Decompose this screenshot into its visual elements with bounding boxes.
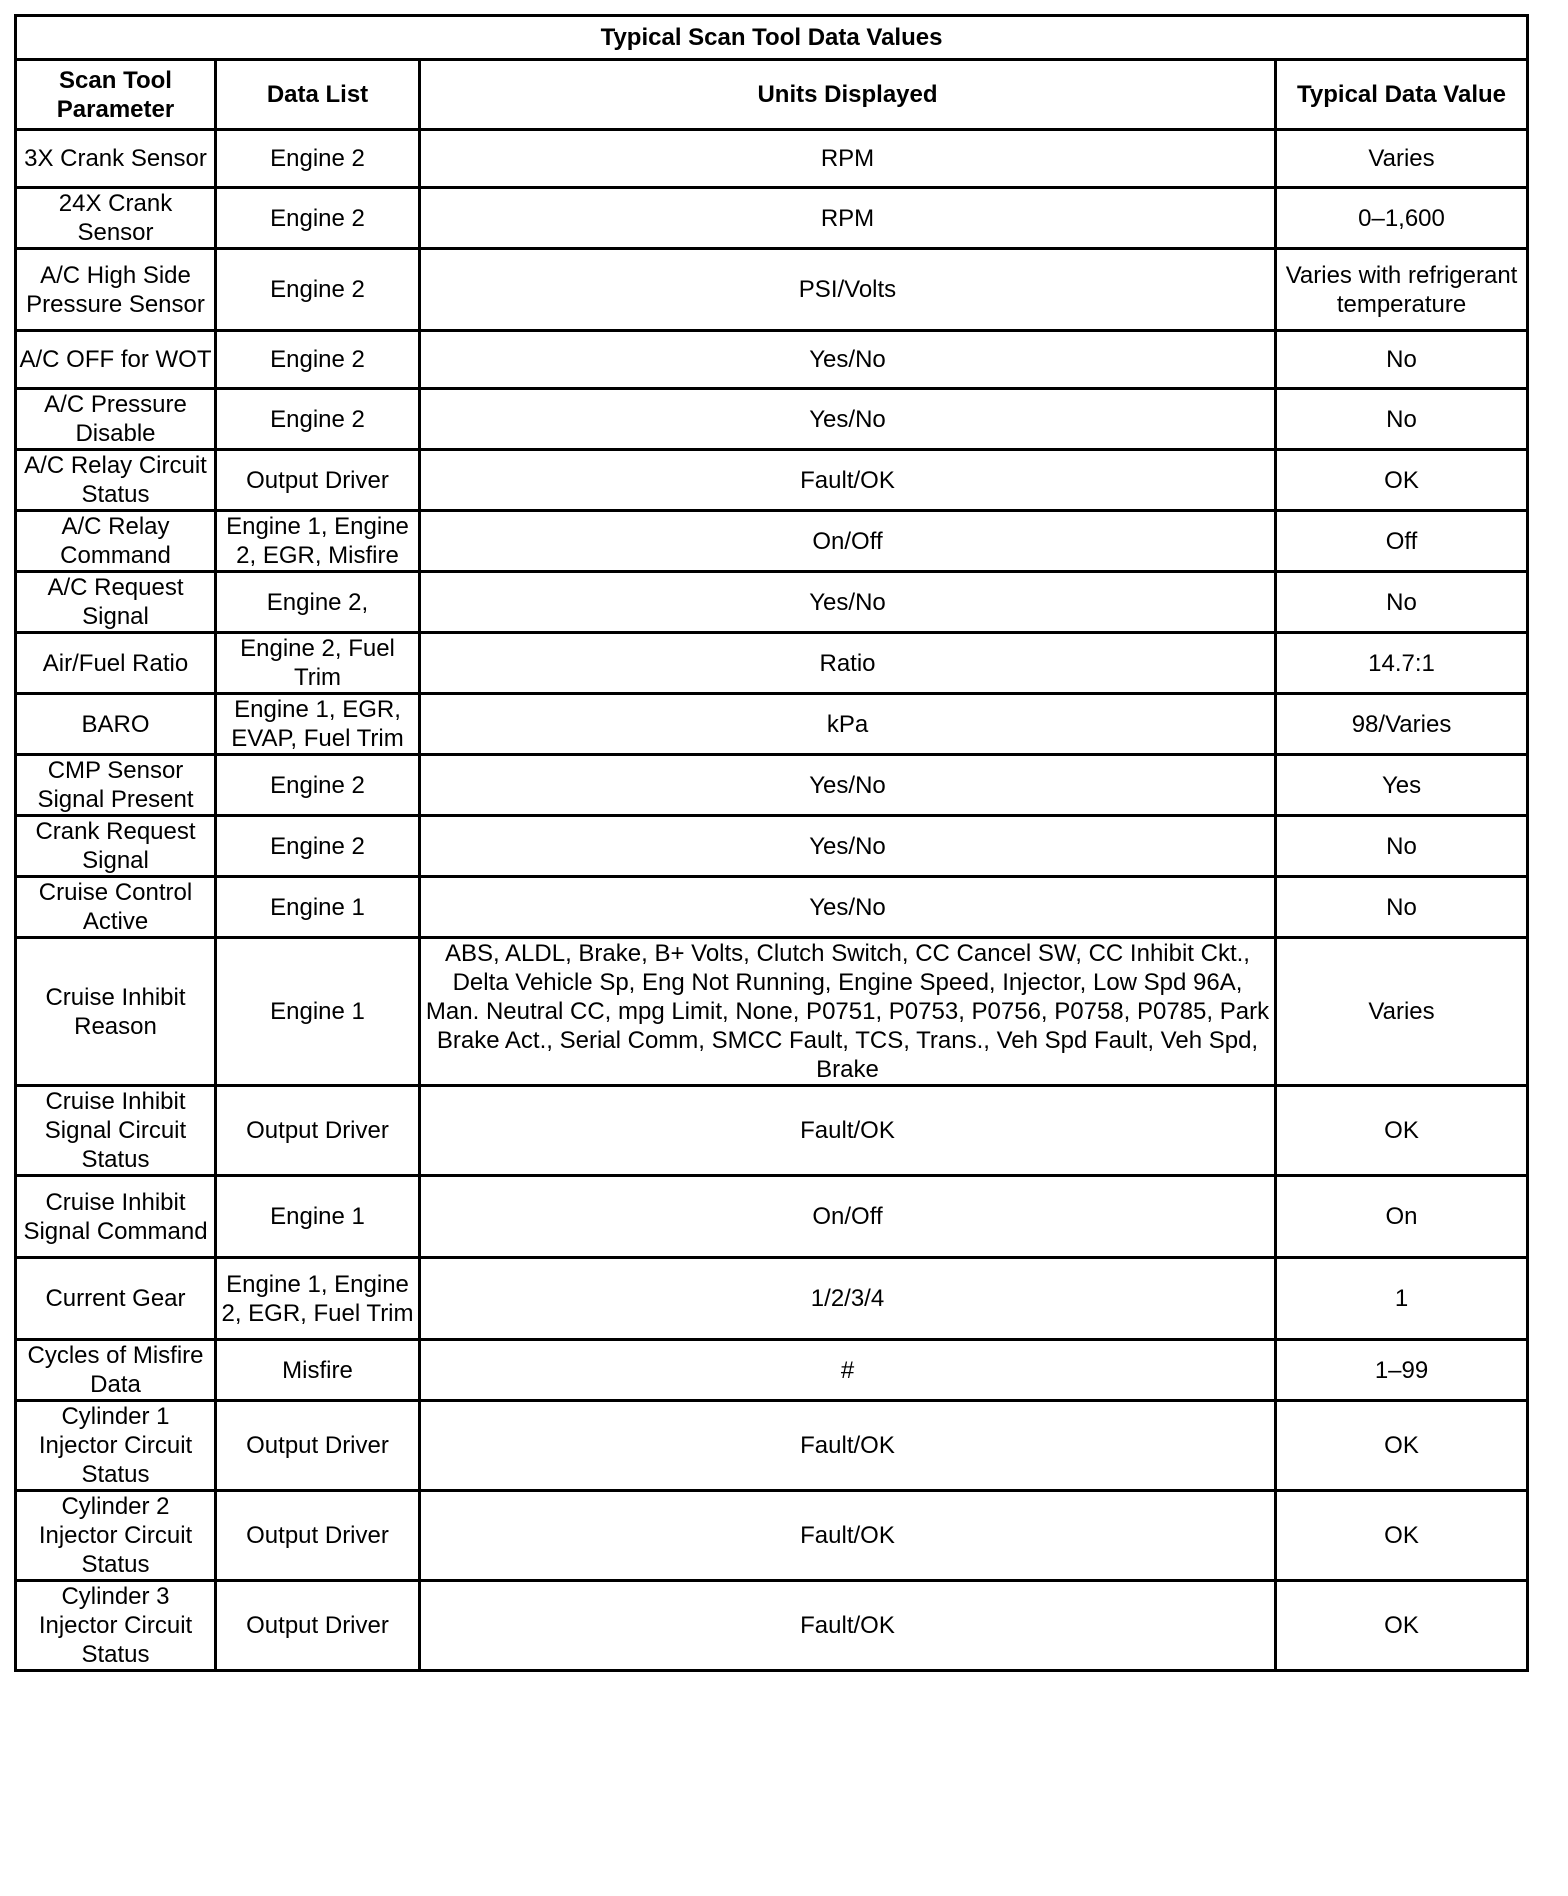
cell-parameter: Cruise Inhibit Signal Command [16, 1176, 216, 1258]
cell-units: On/Off [420, 511, 1276, 572]
cell-data-list: Output Driver [216, 450, 420, 511]
cell-data-list: Engine 1, Engine 2, EGR, Fuel Trim [216, 1258, 420, 1340]
table-row [16, 389, 1528, 450]
header-scan-tool-parameter: Scan Tool Parameter [16, 60, 216, 130]
table-row [16, 816, 1528, 877]
cell-units: Fault/OK [420, 1401, 1276, 1491]
cell-typical-value: No [1276, 331, 1528, 389]
cell-data-list: Engine 2 [216, 816, 420, 877]
cell-data-list: Engine 2, [216, 572, 420, 633]
cell-typical-value: 14.7:1 [1276, 633, 1528, 694]
table-title: Typical Scan Tool Data Values [16, 16, 1528, 60]
cell-parameter: CMP Sensor Signal Present [16, 755, 216, 816]
cell-typical-value: Yes [1276, 755, 1528, 816]
cell-units: Yes/No [420, 877, 1276, 938]
cell-units: RPM [420, 130, 1276, 188]
cell-data-list: Engine 1 [216, 938, 420, 1086]
cell-data-list: Output Driver [216, 1401, 420, 1491]
cell-typical-value: 98/Varies [1276, 694, 1528, 755]
cell-units: Ratio [420, 633, 1276, 694]
cell-data-list: Misfire [216, 1340, 420, 1401]
cell-typical-value: OK [1276, 1491, 1528, 1581]
cell-data-list: Engine 2 [216, 389, 420, 450]
cell-typical-value: No [1276, 389, 1528, 450]
cell-typical-value: 0–1,600 [1276, 188, 1528, 249]
cell-units: ABS, ALDL, Brake, B+ Volts, Clutch Switch, CC Cancel SW, CC Inhibit Ckt., Delta Vehicle Sp, Eng Not Running, Engine Speed, Injector, Low Spd 96A, Man. Neutral CC, mpg Limit, None, P0751, P0753, P0756, P0758, P0785, Park Brake Act., Serial Comm, SMCC Fault, TCS, Trans., Veh Spd Fault, Veh Spd, Brake [420, 938, 1276, 1086]
cell-data-list: Engine 1 [216, 1176, 420, 1258]
cell-typical-value: 1–99 [1276, 1340, 1528, 1401]
table-row [16, 694, 1528, 755]
cell-typical-value: Varies [1276, 130, 1528, 188]
cell-units: Yes/No [420, 389, 1276, 450]
header-typical-data-value: Typical Data Value [1276, 60, 1528, 130]
cell-data-list: Engine 2, Fuel Trim [216, 633, 420, 694]
cell-parameter: Crank Request Signal [16, 816, 216, 877]
cell-typical-value: Varies [1276, 938, 1528, 1086]
cell-typical-value: Varies with refrigerant temperature [1276, 249, 1528, 331]
cell-data-list: Engine 2 [216, 755, 420, 816]
cell-parameter: A/C Relay Circuit Status [16, 450, 216, 511]
scan-tool-data-table [14, 14, 1529, 1672]
cell-typical-value: On [1276, 1176, 1528, 1258]
cell-parameter: Cruise Inhibit Reason [16, 938, 216, 1086]
cell-data-list: Engine 1, Engine 2, EGR, Misfire [216, 511, 420, 572]
cell-parameter: A/C Pressure Disable [16, 389, 216, 450]
cell-typical-value: OK [1276, 450, 1528, 511]
header-data-list: Data List [216, 60, 420, 130]
table-row [16, 511, 1528, 572]
cell-data-list: Output Driver [216, 1086, 420, 1176]
cell-parameter: BARO [16, 694, 216, 755]
table-row [16, 1258, 1528, 1340]
cell-units: RPM [420, 188, 1276, 249]
cell-parameter: Air/Fuel Ratio [16, 633, 216, 694]
cell-parameter: Cylinder 3 Injector Circuit Status [16, 1581, 216, 1671]
cell-data-list: Engine 2 [216, 331, 420, 389]
cell-parameter: Cylinder 2 Injector Circuit Status [16, 1491, 216, 1581]
cell-typical-value: OK [1276, 1581, 1528, 1671]
table-row [16, 1491, 1528, 1581]
table-row [16, 1401, 1528, 1491]
cell-data-list: Engine 2 [216, 188, 420, 249]
cell-parameter: Cycles of Misfire Data [16, 1340, 216, 1401]
cell-typical-value: OK [1276, 1401, 1528, 1491]
table-row [16, 331, 1528, 389]
cell-parameter: 24X Crank Sensor [16, 188, 216, 249]
cell-parameter: 3X Crank Sensor [16, 130, 216, 188]
cell-units: Yes/No [420, 572, 1276, 633]
cell-data-list: Engine 1, EGR, EVAP, Fuel Trim [216, 694, 420, 755]
cell-parameter: A/C OFF for WOT [16, 331, 216, 389]
cell-typical-value: No [1276, 816, 1528, 877]
cell-units: # [420, 1340, 1276, 1401]
table-title-row [16, 16, 1528, 60]
table-row [16, 877, 1528, 938]
cell-typical-value: OK [1276, 1086, 1528, 1176]
table-row [16, 938, 1528, 1086]
table-row [16, 633, 1528, 694]
cell-units: Yes/No [420, 816, 1276, 877]
cell-parameter: A/C Request Signal [16, 572, 216, 633]
cell-units: 1/2/3/4 [420, 1258, 1276, 1340]
header-units-displayed: Units Displayed [420, 60, 1276, 130]
cell-parameter: Current Gear [16, 1258, 216, 1340]
table-row [16, 1340, 1528, 1401]
cell-units: Yes/No [420, 331, 1276, 389]
table-row [16, 249, 1528, 331]
cell-parameter: Cruise Control Active [16, 877, 216, 938]
table-row [16, 572, 1528, 633]
table-row [16, 1581, 1528, 1671]
table-row [16, 450, 1528, 511]
cell-typical-value: No [1276, 877, 1528, 938]
cell-typical-value: 1 [1276, 1258, 1528, 1340]
cell-units: On/Off [420, 1176, 1276, 1258]
cell-typical-value: No [1276, 572, 1528, 633]
cell-parameter: A/C High Side Pressure Sensor [16, 249, 216, 331]
cell-parameter: Cylinder 1 Injector Circuit Status [16, 1401, 216, 1491]
cell-units: Yes/No [420, 755, 1276, 816]
cell-data-list: Engine 1 [216, 877, 420, 938]
cell-data-list: Output Driver [216, 1491, 420, 1581]
table-row [16, 188, 1528, 249]
cell-data-list: Output Driver [216, 1581, 420, 1671]
cell-parameter: Cruise Inhibit Signal Circuit Status [16, 1086, 216, 1176]
table-row [16, 1176, 1528, 1258]
cell-units: PSI/Volts [420, 249, 1276, 331]
cell-units: Fault/OK [420, 1086, 1276, 1176]
table-header-row [16, 60, 1528, 130]
cell-units: Fault/OK [420, 1491, 1276, 1581]
table-row [16, 755, 1528, 816]
cell-data-list: Engine 2 [216, 249, 420, 331]
table-row [16, 130, 1528, 188]
cell-units: Fault/OK [420, 1581, 1276, 1671]
cell-units: Fault/OK [420, 450, 1276, 511]
cell-units: kPa [420, 694, 1276, 755]
cell-parameter: A/C Relay Command [16, 511, 216, 572]
cell-data-list: Engine 2 [216, 130, 420, 188]
table-row [16, 1086, 1528, 1176]
cell-typical-value: Off [1276, 511, 1528, 572]
